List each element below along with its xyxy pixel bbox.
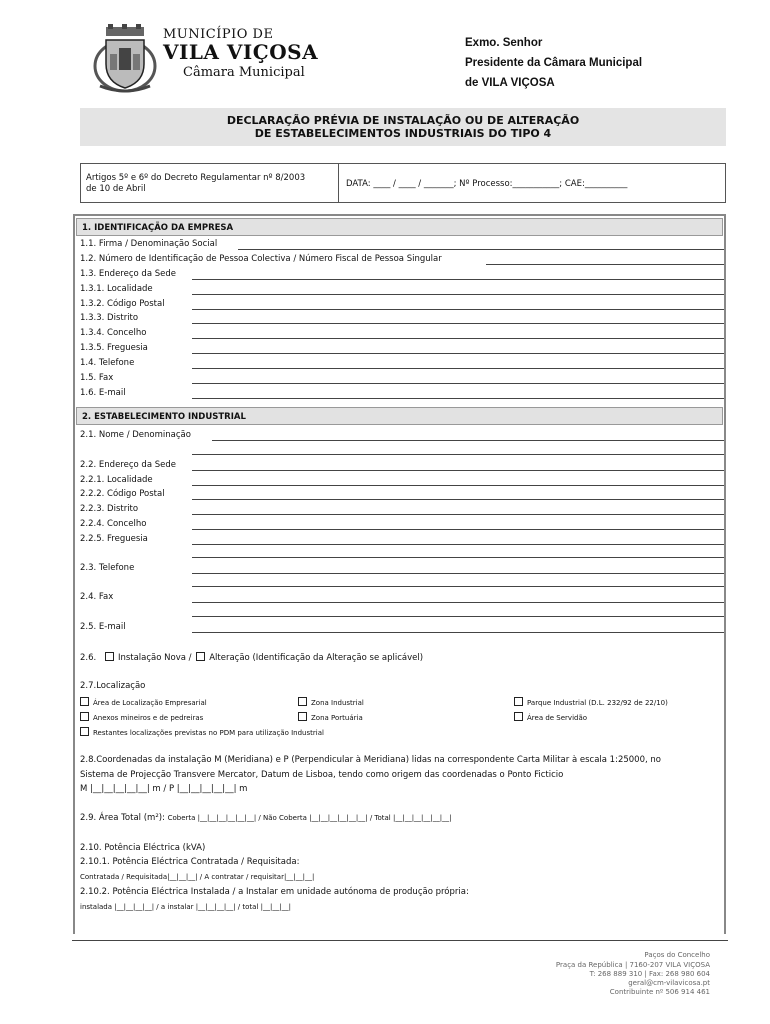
- input-line-email-2[interactable]: [192, 632, 724, 633]
- input-line-localidade-2[interactable]: [192, 485, 724, 486]
- label-zona-industrial: Zona Industrial: [311, 699, 364, 707]
- field-label-codigo-postal: 1.3.2. Código Postal: [80, 299, 165, 309]
- option-anexos-mineiros: [80, 712, 203, 722]
- input-line-endereco-estabelecimento[interactable]: [192, 470, 724, 471]
- coordenadas-text-2: Sistema de Projecção Transvere Mercator, Datum de Lisboa, tendo como origem das coordenadas o Ponto Ficticio: [80, 770, 564, 780]
- installation-type-prefix: 2.6.: [80, 653, 97, 663]
- potencia-instalada-fields[interactable]: instalada |__|__|__|__| / a instalar |__|__|__|__| / total |__|__|__|: [80, 903, 292, 911]
- field-label-concelho: 1.3.4. Concelho: [80, 328, 147, 338]
- field-label-concelho-2: 2.2.4. Concelho: [80, 519, 147, 529]
- input-line-fax-2b[interactable]: [192, 616, 724, 617]
- option-zona-portuaria: [298, 712, 363, 722]
- coordenadas-text-1: 2.8.Coordenadas da instalação M (Meridiana) e P (Perpendicular à Meridiana) lidas na correspondente Carta Militar à escala 1:25000, no: [80, 755, 661, 765]
- title-line-1: DECLARAÇÃO PRÉVIA DE INSTALAÇÃO OU DE ALTERAÇÃO: [226, 114, 580, 127]
- potencia-contratada-label: 2.10.1. Potência Eléctrica Contratada / Requisitada:: [80, 857, 300, 867]
- field-label-telefone: 1.4. Telefone: [80, 358, 135, 368]
- field-label-telefone-2: 2.3. Telefone: [80, 563, 135, 573]
- option-area-localizacao-empresarial: [80, 697, 207, 707]
- field-label-firma: 1.1. Firma / Denominação Social: [80, 239, 218, 249]
- field-label-freguesia: 1.3.5. Freguesia: [80, 343, 148, 353]
- area-total-fields[interactable]: Coberta |__|__|__|__|__|__| / Não Coberta |__|__|__|__|__|__| / Total |__|__|__|__|__|__|: [167, 814, 452, 822]
- input-line-localidade[interactable]: [192, 294, 724, 295]
- option-restantes-localizacoes: [80, 727, 324, 737]
- footer-line-5: Contribuinte nº 506 914 461: [609, 988, 710, 996]
- field-label-codigo-postal-2: 2.2.2. Código Postal: [80, 489, 165, 499]
- reference-box: [80, 163, 726, 203]
- input-line-codigo-postal-2[interactable]: [192, 499, 724, 500]
- area-total-label: 2.9. Área Total (m²):: [80, 813, 165, 823]
- input-line-freguesia[interactable]: [192, 353, 724, 354]
- area-total-row: [80, 813, 452, 823]
- field-label-distrito: 1.3.3. Distrito: [80, 313, 139, 323]
- title-line-2: DE ESTABELECIMENTOS INDUSTRIAIS DO TIPO 4: [254, 127, 552, 140]
- installation-type-row: [80, 652, 423, 663]
- footer-line-2: Praça da República | 7160-207 VILA VIÇOSA: [555, 961, 710, 969]
- label-zona-portuaria: Zona Portuária: [311, 714, 363, 722]
- input-line-distrito-2[interactable]: [192, 514, 724, 515]
- input-line-codigo-postal[interactable]: [192, 309, 724, 310]
- input-line-fax-2[interactable]: [192, 602, 724, 603]
- legal-reference-line-1: Artigos 5º e 6º do Decreto Regulamentar nº 8/2003: [86, 173, 306, 183]
- checkbox-zona-industrial[interactable]: [298, 697, 307, 706]
- municipality-prefix: MUNICÍPIO DE: [163, 27, 274, 42]
- potencia-title: 2.10. Potência Eléctrica (kVA): [80, 843, 206, 853]
- input-line-nif[interactable]: [486, 264, 724, 265]
- checkbox-instalacao-nova[interactable]: [105, 652, 114, 661]
- addressee-line-2: Presidente da Câmara Municipal: [465, 57, 643, 69]
- label-area-localizacao-empresarial: Área de Localização Empresarial: [93, 699, 207, 707]
- checkbox-restantes-localizacoes[interactable]: [80, 727, 89, 736]
- footer-line-1: Paços do Concelho: [644, 951, 710, 959]
- municipality-name: VILA VIÇOSA: [163, 40, 319, 64]
- input-line-telefone[interactable]: [192, 368, 724, 369]
- input-line-telefone-2[interactable]: [192, 573, 724, 574]
- input-line-email[interactable]: [192, 398, 724, 399]
- field-label-fax: 1.5. Fax: [80, 373, 114, 383]
- label-area-servidao: Área de Servidão: [527, 714, 588, 722]
- footer-line-4: geral@cm-vilavicosa.pt: [628, 979, 710, 987]
- label-instalacao-nova: Instalação Nova /: [117, 653, 192, 663]
- checkbox-area-localizacao-empresarial[interactable]: [80, 697, 89, 706]
- checkbox-zona-portuaria[interactable]: [298, 712, 307, 721]
- input-line-nome-estabelecimento[interactable]: [212, 440, 724, 441]
- field-label-localidade: 1.3.1. Localidade: [80, 284, 153, 294]
- field-label-email-2: 2.5. E-mail: [80, 622, 126, 632]
- input-line-endereco[interactable]: [192, 279, 724, 280]
- option-zona-industrial: [298, 697, 364, 707]
- council-name: Câmara Municipal: [183, 65, 305, 80]
- label-restantes-localizacoes: Restantes localizações previstas no PDM para utilização Industrial: [93, 729, 324, 737]
- input-line-fax[interactable]: [192, 383, 724, 384]
- municipal-crest-logo: [92, 24, 158, 94]
- input-line-freguesia-2[interactable]: [192, 544, 724, 545]
- footer-divider: [72, 940, 728, 941]
- section-1-header: 1. IDENTIFICAÇÃO DA EMPRESA: [76, 218, 723, 236]
- coordenadas-fields[interactable]: M |__|__|__|__|__| m / P |__|__|__|__|__| m: [80, 784, 248, 794]
- field-label-localidade-2: 2.2.1. Localidade: [80, 475, 153, 485]
- input-line-nome-estabelecimento-2[interactable]: [192, 454, 724, 455]
- label-anexos-mineiros: Anexos mineiros e de pedreiras: [93, 714, 204, 722]
- option-area-servidao: [514, 712, 587, 722]
- input-line-concelho[interactable]: [192, 338, 724, 339]
- footer-line-3: T: 268 889 310 | Fax: 268 980 604: [589, 970, 710, 978]
- localizacao-title: 2.7.Localização: [80, 681, 146, 691]
- label-alteracao: Alteração (Identificação da Alteração se aplicável): [209, 653, 424, 663]
- legal-reference: [81, 164, 339, 202]
- field-label-freguesia-2: 2.2.5. Freguesia: [80, 534, 148, 544]
- checkbox-parque-industrial[interactable]: [514, 697, 523, 706]
- field-label-nif: 1.2. Número de Identificação de Pessoa Colectiva / Número Fiscal de Pessoa Singular: [80, 254, 442, 264]
- document-title: [80, 108, 726, 146]
- field-label-distrito-2: 2.2.3. Distrito: [80, 504, 139, 514]
- checkbox-area-servidao[interactable]: [514, 712, 523, 721]
- field-label-fax-2: 2.4. Fax: [80, 592, 114, 602]
- option-parque-industrial: [514, 697, 668, 707]
- section-2-header: 2. ESTABELECIMENTO INDUSTRIAL: [76, 407, 723, 425]
- potencia-contratada-fields[interactable]: Contratada / Requisitada|__|__|__| / A contratar / requisitar|__|__|__|: [80, 873, 315, 881]
- checkbox-alteracao[interactable]: [196, 652, 205, 661]
- field-label-email: 1.6. E-mail: [80, 388, 126, 398]
- field-label-endereco: 1.3. Endereço da Sede: [80, 269, 176, 279]
- form-frame: [73, 214, 726, 934]
- addressee-line-3: de VILA VIÇOSA: [465, 77, 555, 89]
- addressee-line-1: Exmo. Senhor: [465, 37, 543, 49]
- input-line-firma[interactable]: [238, 249, 724, 250]
- input-line-concelho-2[interactable]: [192, 529, 724, 530]
- checkbox-anexos-mineiros[interactable]: [80, 712, 89, 721]
- potencia-instalada-label: 2.10.2. Potência Eléctrica Instalada / a Instalar em unidade autónoma de produção própria:: [80, 887, 469, 897]
- field-label-nome-estabelecimento: 2.1. Nome / Denominação: [80, 430, 191, 440]
- input-line-telefone-2b[interactable]: [192, 586, 724, 587]
- legal-reference-line-2: de 10 de Abril: [86, 184, 146, 194]
- field-label-endereco-estabelecimento: 2.2. Endereço da Sede: [80, 460, 176, 470]
- label-parque-industrial: Parque Industrial (D.L. 232/92 de 22/10): [527, 699, 668, 707]
- date-process-cae-fields[interactable]: DATA: ____ / ____ / _______; Nº Processo:___________; CAE:__________: [346, 179, 628, 189]
- input-line-distrito[interactable]: [192, 323, 724, 324]
- input-line-freguesia-2b[interactable]: [192, 557, 724, 558]
